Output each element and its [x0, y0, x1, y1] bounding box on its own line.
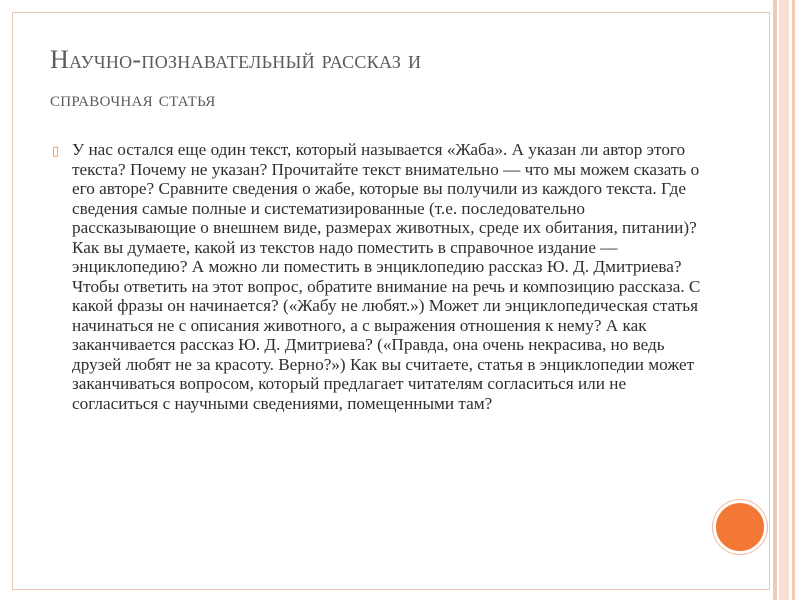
decorative-stripe [779, 0, 789, 600]
body-paragraph: У нас остался еще один текст, который называется «Жаба». А указан ли автор этого текста? Почему не указан? Прочитайте текст внимательно — что мы можем сказать о его авторе? Сравните сведения о жабе, которые вы получили из каждого текста. Где сведения самые полные и систематизированные (т.е. последовательно рассказывающие о внешнем виде, размерах животных, среде их обитания, питании)? Как вы думаете, какой из текстов надо поместить в справочное издание — энциклопедию? А можно ли поместить в энциклопедию рассказ Ю. Д. Дмитриева? Чтобы ответить на этот вопрос, обратите внимание на речь и композицию рассказа. С какой фразы он начинается? («Жабу не любят.») Может ли энциклопедическая статья начинаться не с описания животного, а с выражения отношения к нему? А как заканчивается рассказ Ю. Д. Дмитриева? («Правда, она очень некрасива, но ведь друзей любят не за красоту. Верно?») Как вы считаете, статья в энциклопедии может заканчиваться вопросом, который предлагает читателям согласиться или не согласиться с научными сведениями, помещенными там? [72, 140, 701, 413]
decorative-stripe [773, 0, 777, 600]
decorative-stripe [792, 0, 795, 600]
slide-title-line-2: справочная статья [50, 86, 216, 111]
bullet-arrow-icon: ▯ [52, 144, 60, 159]
decorative-circle [713, 500, 767, 554]
slide-body [52, 140, 707, 413]
slide-title [50, 42, 730, 114]
slide-title-line-1: Научно-познавательный рассказ и [50, 45, 422, 74]
